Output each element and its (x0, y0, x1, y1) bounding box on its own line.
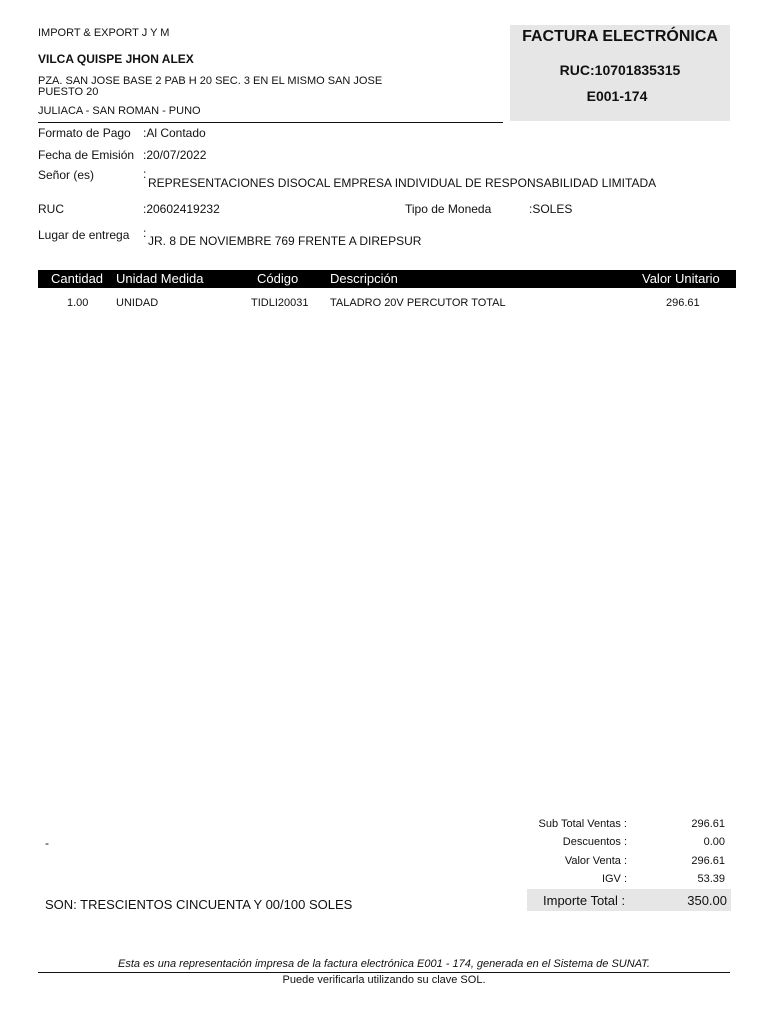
col-valor-unitario: Valor Unitario (642, 271, 720, 286)
ruc-label: RUC (38, 202, 64, 216)
sub-total-value: 296.61 (691, 818, 725, 830)
document-number: E001-174 (586, 88, 648, 104)
ruc-value: :20602419232 (143, 202, 220, 216)
formato-pago-value: :Al Contado (143, 126, 206, 140)
moneda-label: Tipo de Moneda (405, 202, 492, 216)
issuer-address: PZA. SAN JOSE BASE 2 PAB H 20 SEC. 3 EN EL MISMO SAN JOSE PUESTO 20 (38, 75, 383, 98)
fecha-emision-label: Fecha de Emisión (38, 148, 135, 162)
formato-pago-label: Formato de Pago (38, 126, 131, 140)
footer-representation-note: Esta es una representación impresa de la factura electrónica E001 - 174, generada en el Sistema de SUNAT. (118, 958, 650, 970)
row-valor-unitario: 296.61 (666, 297, 700, 309)
row-unidad: UNIDAD (116, 297, 159, 309)
footer-verification-note: Puede verificarla utilizando su clave SOL. (282, 974, 486, 986)
lugar-colon: : (143, 226, 147, 240)
descuentos-label: Descuentos : (562, 836, 627, 848)
col-codigo: Código (257, 271, 299, 286)
col-descripcion: Descripción (330, 271, 398, 286)
col-cantidad: Cantidad (51, 271, 104, 286)
items-table-header (38, 270, 736, 288)
valor-venta-label: Valor Venta : (564, 855, 627, 867)
descuentos-value: 0.00 (703, 836, 725, 848)
row-codigo: TIDLI20031 (251, 297, 309, 309)
document-title: FACTURA ELECTRÓNICA (522, 28, 718, 45)
moneda-value: :SOLES (529, 202, 573, 216)
sub-total-label: Sub Total Ventas : (538, 818, 627, 830)
fecha-emision-value: :20/07/2022 (143, 148, 207, 162)
igv-value: 53.39 (697, 873, 725, 885)
issuer-owner-name: VILCA QUISPE JHON ALEX (38, 52, 194, 66)
valor-venta-value: 296.61 (691, 855, 725, 867)
senor-value: REPRESENTACIONES DISOCAL EMPRESA INDIVIDUAL DE RESPONSABILIDAD LIMITADA (148, 176, 657, 190)
col-unidad-medida: Unidad Medida (116, 271, 204, 286)
issuer-city: JULIACA - SAN ROMAN - PUNO (38, 105, 201, 117)
document-ruc: RUC:10701835315 (559, 62, 681, 78)
importe-total-value: 350.00 (687, 893, 727, 908)
lugar-entrega-label: Lugar de entrega (38, 228, 130, 242)
row-descripcion: TALADRO 20V PERCUTOR TOTAL (330, 297, 506, 309)
igv-label: IGV : (601, 873, 627, 885)
footer-divider (38, 972, 730, 973)
lugar-entrega-value: JR. 8 DE NOVIEMBRE 769 FRENTE A DIREPSUR (148, 234, 422, 248)
row-cantidad: 1.00 (67, 297, 89, 309)
issuer-trade-name: IMPORT & EXPORT J Y M (38, 27, 170, 39)
amount-in-words: SON: TRESCIENTOS CINCUENTA Y 00/100 SOLES (45, 897, 353, 912)
header-divider (38, 122, 503, 123)
document-header-box (510, 25, 730, 121)
senor-label: Señor (es) (38, 168, 95, 182)
senor-colon: : (143, 167, 147, 181)
importe-total-label: Importe Total : (543, 893, 626, 908)
totals-dash: - (45, 836, 49, 850)
